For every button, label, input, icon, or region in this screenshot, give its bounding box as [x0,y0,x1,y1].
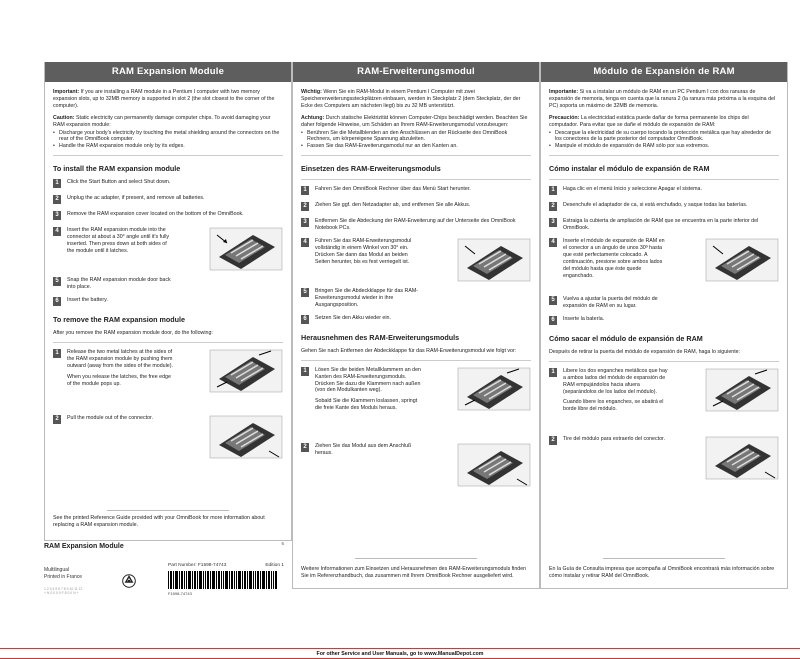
ram-release-illustration [457,367,531,411]
caution-note: Achtung: Durch statische Elektrizität können Computer-Chips beschädigt werden. Beachten Sie daher folgende Hinweise, um Schäden an Ihrem RAM-Erweiterungsmodul vorzubeugen: [301,114,528,128]
list-item: • Descargue la electricidad de su cuerpo tocando la protección metálica que hay alrededor de los conectores de la parte posterior del computador OmniBook. [549,130,779,144]
column-title: RAM-Erweiterungsmodul [293,62,539,82]
column-footer: See the printed Reference Guide provided with your OmniBook for more information about replacing a RAM expansion module. [53,515,265,528]
step: 2 Ziehen Sie ggf. den Netzadapter ab, und entfernen Sie alle Akkus. [301,202,531,212]
step: 6 Inserte la batería. [549,316,779,326]
step: 1 Haga clic en el menú Inicio y seleccione Apagar el sistema. [549,186,779,196]
section-intro: Gehen Sie nach Entfernen der Abdeckklappe für das RAM-Erweiterungsmodul wie folgt vor: [301,347,517,354]
recycle-icon [122,574,136,588]
step: 2 Ziehen Sie das Modul aus dem Anschluß heraus. [301,443,531,487]
step: 4 Insert the RAM expansion module into the connector at about a 30° angle until it's fully inserted. Then press down at both sides of the module until it latches. [53,227,283,271]
list-item: • Berühren Sie die Metallblenden an den Anschlüssen an der Rückseite des OmniBook Rechners, um körpereigene Spannung abzuleiten. [301,130,531,144]
step: 1 Click the Start Button and select Shut down. [53,179,283,189]
print-codes: 1 2 3 4 5 6 7 8 9 10 11 12 + N 0 0 0 0 F 8 0 0 N + [44,587,83,596]
ram-release-illustration [705,368,779,412]
step: 2 Desenchufe el adaptador de ca, si está enchufado, y saque todas las baterías. [549,202,779,212]
section-intro: After you remove the RAM expansion module door, do the following: [53,330,213,337]
print-info: Multilingual Printed in France [44,567,83,580]
ram-insert-illustration [705,238,779,282]
ram-insert-illustration [457,238,531,282]
section-title: Einsetzen des RAM-Erweiterungsmoduls [301,164,441,174]
section-title: To remove the RAM expansion module [53,315,186,325]
step: 4 Inserte el módulo de expansión de RAM en el conector a un ángulo de unos 30º hasta que esté perfectamente colocado. A continuación, presione sobre ambos lados del módulo hasta que éste quede enganchado. [549,238,779,290]
document-footer [44,541,292,611]
important-note: Importante: Si va a instalar un módulo de RAM en un PC Pentium I con dos ranuras de expansión de memoria, tenga en cuenta que la ranura 2 (la ranura más próxima a la esquina del PC) soporta un máximo de 32MB de memoria. [549,89,776,109]
step: 5 Snap the RAM expansion module door back into place. [53,277,283,291]
step: 2 Tire del módulo para extraerlo del conector. [549,436,779,480]
page-number: 6 [281,541,284,546]
step: 4 Führen Sie das RAM-Erweiterungsmodul vollständig in einem Winkel von 30° ein. Drücken Sie dann das Modul an beiden Seiten herunter, bis es fest verriegelt ist. [301,238,531,282]
step: 1 Lösen Sie die beiden Metallklammern an den Kanten des RAM-Erweiterungsmoduls. Drücken Sie dazu die Klammern nach außen (von den Modulkanten weg). Sobald Sie die Klammern loslassen, springt die freie Kante des Moduls heraus. [301,367,531,437]
column-footer: Weitere Informationen zum Einsetzen und Herausnehmen des RAM-Erweiterungsmoduls finden Sie im Referenzhandbuch, das zusammen mit Ihrem OmniBook Rechner ausgeliefert wird. [301,566,527,579]
column-title: RAM Expansion Module [45,62,291,82]
column-title: Módulo de Expansión de RAM [541,62,787,82]
section-title: Cómo sacar el módulo de expansión de RAM [549,333,703,343]
step: 6 Insert the battery. [53,297,283,307]
section-title: Cómo instalar el módulo de expansión de RAM [549,164,710,174]
caution-note: Precaución: La electricidad estática puede dañar de forma permanente los chips del computador. Para evitar que se dañe el módulo de expansión de RAM: [549,114,749,128]
step: 3 Remove the RAM expansion cover located on the bottom of the OmniBook. [53,211,283,221]
important-note: Important: If you are installing a RAM module in a Pentium I computer with two memory expansion slots, up to 32MB memory is supported in slot 2 (the slot closest to the corner of the computer). [53,89,275,109]
ram-remove-illustration [209,415,283,459]
step: 1 Libere los dos enganches metálicos que hay a ambos lados del módulo de expansión de RAM empujándolos hacia afuera (separándolos de los lados del módulo). Cuando libere los enganches, se abatirá el borde libre del módulo. [549,368,779,430]
list-item: • Fassen Sie das RAM-Erweiterungsmodul nur an den Kanten an. [301,143,531,150]
list-item: • Discharge your body's electricity by touching the metal shielding around the connectors on the rear of the OmniBook computer. [53,130,283,144]
step: 3 Estraiga la cubierta de ampliación de RAM que se encuentra en la parte inferior del OmniBook. [549,218,779,232]
part-number: Part Number: F1598-74743 [168,563,227,568]
ram-release-illustration [209,349,283,393]
section-title: Herausnehmen des RAM-Erweiterungsmoduls [301,332,460,342]
step: 2 Pull the module out of the connector. [53,415,283,459]
list-item: • Handle the RAM expansion module only by its edges. [53,143,283,150]
step: 2 Unplug the ac adapter, if present, and remove all batteries. [53,195,283,205]
edition: Edition 1 [265,563,284,568]
ram-insert-illustration [209,227,283,271]
column-footer: En la Guía de Consulta impresa que acompaña al OmniBook encontrará más información sobre cómo instalar y retirar RAM del OmniBook. [549,566,775,579]
ram-remove-illustration [457,443,531,487]
column-german [292,62,540,589]
manual-banner: For other Service and User Manuals, go to www.ManualDepot.com [0,648,800,659]
step: 1 Fahren Sie den OmniBook Rechner über das Menü Start herunter. [301,186,531,196]
caution-note: Caution: Static electricity can permanently damage computer chips. To avoid damaging your RAM expansion module: [53,114,271,128]
footer-title: RAM Expansion Module [44,543,124,550]
ram-remove-illustration [705,436,779,480]
step: 5 Vuelva a ajustar la puerta del módulo de expansión de RAM en su lugar. [549,296,779,310]
column-spanish [540,62,788,589]
step: 6 Setzen Sie den Akku wieder ein. [301,315,531,325]
barcode-icon [168,571,278,589]
column-english [44,62,292,541]
important-note: Wichtig: Wenn Sie ein RAM-Modul in einem Pentium I Computer mit zwei Speichererweiterungssteckplätzen einbauen, werden in Steckplatz 2 (dem Steckplatz, der der Ecke des Computers am nächsten liegt) bis zu 32 MB unterstützt. [301,89,521,109]
step: 1 Release the two metal latches at the sides of the RAM expansion module by pushing them outward (away from the sides of the module). When you release the latches, the free edge of the module pops up. [53,349,283,409]
step: 3 Entfernen Sie die Abdeckung der RAM-Erweiterung auf der Unterseite des OmniBook Notebook PCs. [301,218,531,232]
barcode-number: F1598-74743 [168,591,192,596]
section-intro: Después de retirar la puerta del módulo de expansión de RAM, haga lo siguiente: [549,348,741,355]
step: 5 Bringen Sie die Abdeckklappe für das RAM-Erweiterungsmodul wieder in ihre Ausgangsposition. [301,288,531,309]
section-title: To install the RAM expansion module [53,164,181,174]
list-item: • Manipule el módulo de expansión de RAM sólo por sus extremos. [549,143,779,150]
